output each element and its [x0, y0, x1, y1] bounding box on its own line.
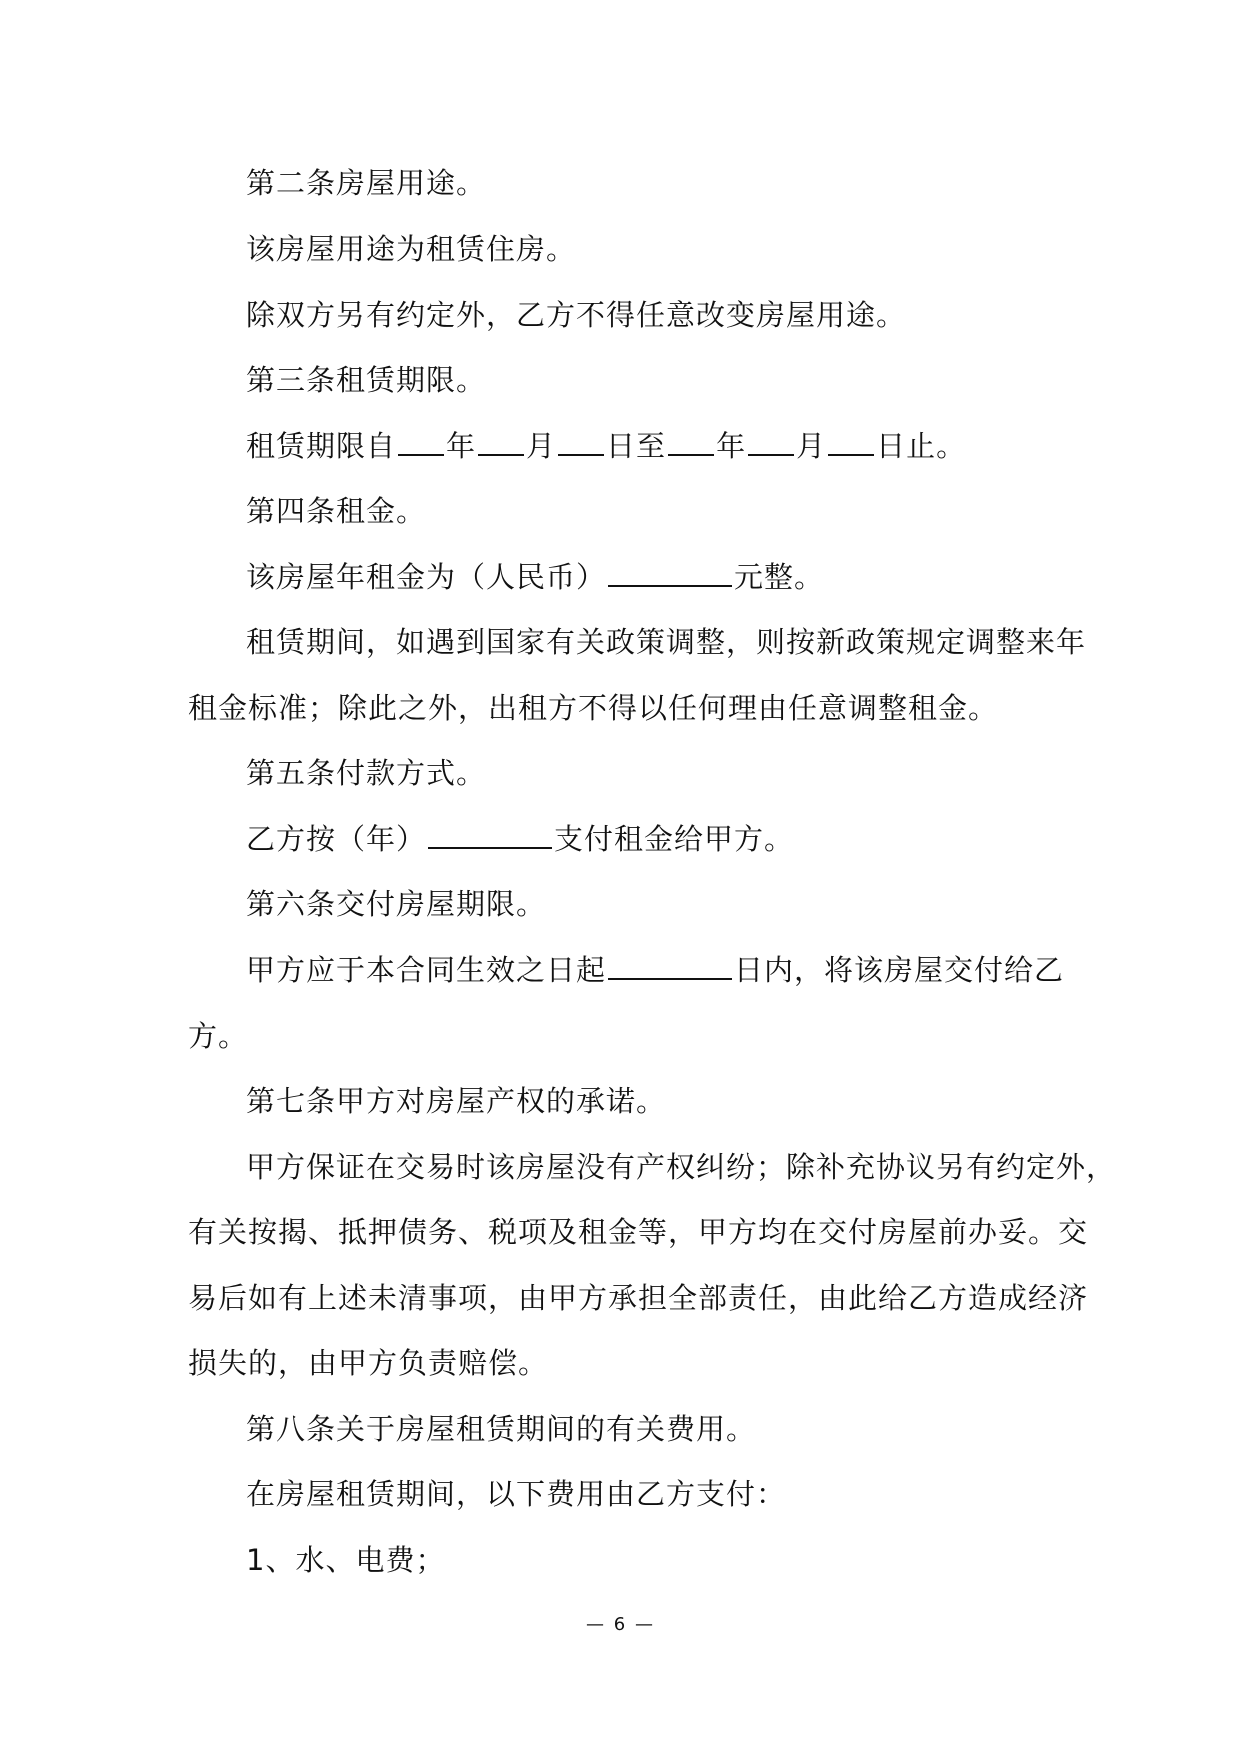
paragraph-line: 租赁期间，如遇到国家有关政策调整，则按新政策规定调整来年	[246, 625, 1087, 659]
payment-method-blank	[428, 819, 552, 849]
end-day-blank	[828, 426, 874, 456]
annual-rent-line	[246, 557, 824, 597]
article-4-heading: 第四条租金。	[246, 494, 427, 528]
article-6-heading: 第六条交付房屋期限。	[246, 887, 547, 921]
start-month-blank	[478, 426, 524, 456]
payment-line	[246, 819, 794, 859]
article-7-heading: 第七条甲方对房屋产权的承诺。	[246, 1084, 667, 1118]
article-8-heading: 第八条关于房屋租赁期间的有关费用。	[246, 1412, 757, 1446]
lease-term-text: 日止。	[876, 429, 967, 463]
lease-term-text: 日至	[606, 429, 667, 463]
start-year-blank	[398, 426, 444, 456]
paragraph-line: 租金标准；除此之外，出租方不得以任何理由任意调整租金。	[188, 691, 999, 725]
end-month-blank	[748, 426, 794, 456]
lease-term-text: 月	[526, 429, 557, 463]
lease-term-text: 租赁期限自	[246, 429, 397, 463]
delivery-text: 日内，将该房屋交付给乙	[734, 953, 1065, 987]
lease-term-text: 年	[446, 429, 477, 463]
lease-term-line	[246, 426, 966, 466]
paragraph-line: 有关按揭、抵押债务、税项及租金等，甲方均在交付房屋前办妥。交	[188, 1215, 1089, 1249]
lease-term-text: 年	[716, 429, 747, 463]
end-year-blank	[668, 426, 714, 456]
paragraph-line: 该房屋用途为租赁住房。	[246, 232, 577, 266]
annual-rent-blank	[608, 557, 732, 587]
payment-text: 支付租金给甲方。	[554, 822, 795, 856]
annual-rent-text: 元整。	[734, 560, 825, 594]
paragraph-line: 损失的，由甲方负责赔偿。	[188, 1346, 549, 1380]
list-item: 1、水、电费；	[246, 1543, 446, 1577]
payment-text: 乙方按（年）	[246, 822, 427, 856]
article-2-heading: 第二条房屋用途。	[246, 166, 487, 200]
article-3-heading: 第三条租赁期限。	[246, 363, 487, 397]
lease-term-text: 月	[796, 429, 827, 463]
paragraph-line: 除双方另有约定外，乙方不得任意改变房屋用途。	[246, 298, 907, 332]
paragraph-line: 在房屋租赁期间，以下费用由乙方支付：	[246, 1477, 787, 1511]
delivery-text: 甲方应于本合同生效之日起	[246, 953, 607, 987]
paragraph-line: 方。	[188, 1019, 249, 1053]
annual-rent-text: 该房屋年租金为（人民币）	[246, 560, 607, 594]
article-5-heading: 第五条付款方式。	[246, 756, 487, 790]
paragraph-line: 甲方保证在交易时该房屋没有产权纠纷；除补充协议另有约定外，	[246, 1150, 1117, 1184]
delivery-days-blank	[608, 950, 732, 980]
paragraph-line: 易后如有上述未清事项，由甲方承担全部责任，由此给乙方造成经济	[188, 1281, 1089, 1315]
page-number: — 6 —	[586, 1614, 655, 1635]
start-day-blank	[558, 426, 604, 456]
delivery-line	[246, 950, 1064, 990]
